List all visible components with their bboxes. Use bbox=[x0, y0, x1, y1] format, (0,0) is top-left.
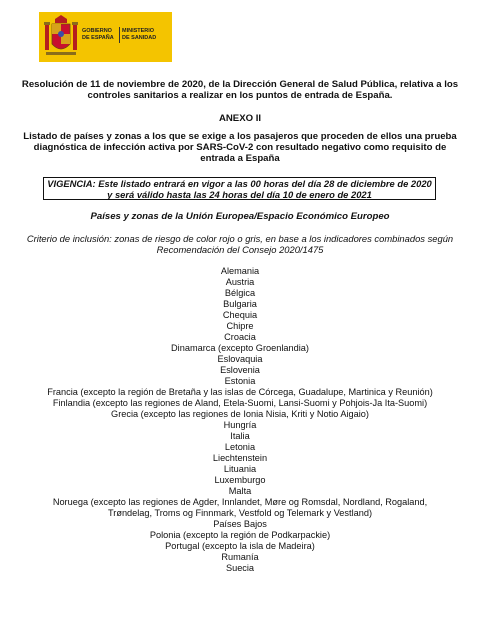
inclusion-criteria: Criterio de inclusión: zonas de riesgo de color rojo o gris, en base a los indicadores combinados según Recomendación del Consejo 2020/1475 bbox=[26, 233, 454, 255]
country-item: Francia (excepto la región de Bretaña y las islas de Córcega, Guadalupe, Martinica y Reunión) bbox=[47, 387, 433, 397]
country-item: Italia bbox=[230, 431, 250, 441]
country-item: Rumanía bbox=[221, 552, 259, 562]
country-item: Luxemburgo bbox=[214, 475, 266, 485]
country-item: Estonia bbox=[224, 376, 256, 386]
country-item: Hungría bbox=[223, 420, 257, 430]
country-item: Malta bbox=[228, 486, 252, 496]
country-item: Chipre bbox=[226, 321, 254, 331]
coat-of-arms-icon bbox=[44, 14, 78, 60]
annex-title: ANEXO II bbox=[218, 113, 262, 124]
list-title-part1: Listado de países y zonas a los que se exige a los pasajeros que proceden de ellos una prueba diagnóstica de infección activa por bbox=[23, 131, 457, 153]
country-item: Países Bajos bbox=[213, 519, 267, 529]
country-item: Bulgaria bbox=[223, 299, 257, 309]
section-title: Países y zonas de la Unión Europea/Espacio Económico Europeo bbox=[90, 211, 390, 222]
country-item: Finlandia (excepto las regiones de Aland, Etela-Suomi, Lansi-Suomi y Pohjois-Ja Ita-Suomi) bbox=[52, 398, 428, 408]
validity-text: Este listado entrará en vigor a las 00 horas del día 28 de diciembre de 2020 y será válido hasta las 24 horas del día 10 de enero de 2021 bbox=[95, 178, 432, 200]
country-item: Suecia bbox=[225, 563, 255, 573]
country-item: Portugal (excepto la isla de Madeira) bbox=[165, 541, 315, 551]
country-item: Eslovaquia bbox=[217, 354, 263, 364]
country-item: Lituania bbox=[223, 464, 257, 474]
resolution-title: Resolución de 11 de noviembre de 2020, de la Dirección General de Salud Pública, relativa a los controles sanitarios a realizar en los puntos de entrada de España. bbox=[21, 79, 459, 101]
country-item: Polonia (excepto la región de Podkarpackie) bbox=[149, 530, 331, 540]
country-item: Liechtenstein bbox=[212, 453, 268, 463]
country-item: Eslovenia bbox=[220, 365, 260, 375]
country-item: Letonia bbox=[224, 442, 256, 452]
country-item: Dinamarca (excepto Groenlandia) bbox=[171, 343, 309, 353]
country-item: Noruega (excepto las regiones de Agder, Innlandet, Møre og Romsdal, Nordland, Rogaland, Trøndelag, Troms og Finnmark, Vestfold og Telemark y Vestland) bbox=[52, 497, 428, 518]
list-title bbox=[20, 131, 460, 164]
country-item: Chequia bbox=[222, 310, 258, 320]
list-title-part2: con resultado negativo como requisito de entrada a España bbox=[200, 142, 447, 164]
government-logo bbox=[0, 0, 480, 72]
country-item: Croacia bbox=[224, 332, 256, 342]
ministerio-label: MINISTERIO DE SANIDAD bbox=[122, 28, 157, 41]
list-title-virus: SARS-CoV-2 bbox=[196, 142, 254, 153]
logo-divider bbox=[119, 27, 120, 43]
country-item: Austria bbox=[225, 277, 255, 287]
gobierno-label: GOBIERNO DE ESPAÑA bbox=[82, 28, 114, 41]
country-item: Grecia (excepto las regiones de Ionia Nisia, Kriti y Notio Aigaio) bbox=[111, 409, 369, 419]
country-item: Alemania bbox=[220, 266, 260, 276]
validity-box bbox=[43, 177, 436, 200]
country-item: Bélgica bbox=[224, 288, 256, 298]
validity-label: VIGENCIA: bbox=[47, 178, 96, 189]
country-list bbox=[30, 266, 450, 574]
